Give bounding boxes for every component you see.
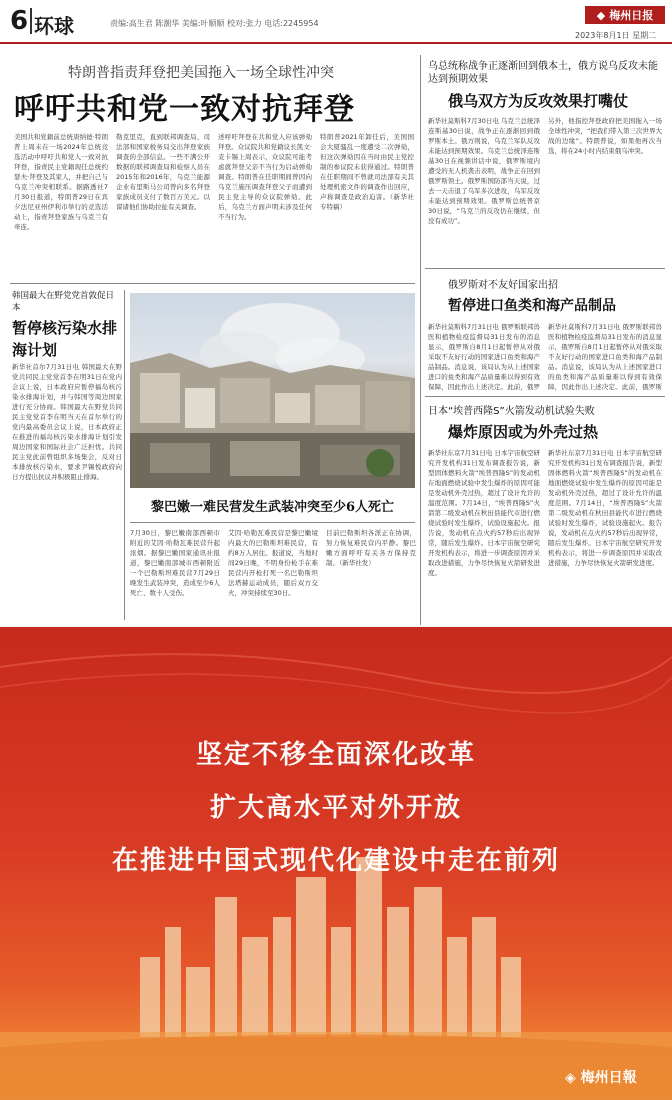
russia-ukraine-kicker: 乌总统称战争正逐渐回到俄本土，俄方说乌反攻未能达到预期效果 bbox=[428, 61, 658, 85]
japan-rocket-body-col2: 新华社东京7月31日电 日本宇宙航空研究开发机构31日发布调查报告说，新型固体燃料火箭“埃普西隆S”的发动机在地面燃烧试验中发生爆炸的原因可能是发动机外壳过热，超过了设计允许的温度范围。7月14日，“埃普西隆S”火箭第二级发动机在秋田县能代市进行燃烧试验时发生爆炸，试验设施起火。报告说，发动机在点火约57秒后出现异常，随后发生爆炸。日本宇宙航空研究开发机构表示，将进一步调查原因并采取改进措施，力争尽快恢复火箭研发进度。 bbox=[548, 449, 662, 567]
logo-text: 梅州日报 bbox=[609, 9, 654, 22]
photo-story-col2: 艾因·哈勒瓦难民营是黎巴嫩境内最大的巴勒斯坦难民营，有约8万人居住。报道说，当地时间29日晚，不明身份枪手在难民营内开枪打死一名巴勒斯坦法塔赫运动成员，随后双方交火，冲突持续至30日。 bbox=[228, 529, 318, 597]
japan-rocket-body-col1: 新华社东京7月31日电 日本宇宙航空研究开发机构31日发布调查报告说，新型固体燃料火箭“埃普西隆S”的发动机在地面燃烧试验中发生爆炸的原因可能是发动机外壳过热，超过了设计允许的温度范围。7月14日，“埃普西隆S”火箭第二级发动机在秋田县能代市进行燃烧试验时发生爆炸，试验设施起火。报告说，发动机在点火约57秒后出现异常，随后发生爆炸。日本宇宙航空研究开发机构表示，将进一步调查原因并采取改进措施，力争尽快恢复火箭研发进度。 bbox=[428, 449, 540, 577]
section-rule bbox=[425, 268, 665, 269]
column-rule bbox=[124, 290, 125, 620]
lead-body-col1: 美国共和党籍前总统唐纳德·特朗普上周末在一场2024年总统竞选活动中呼吁共和党人一致对抗拜登，指责民主党籍现任总统约瑟夫·拜登及其家人，并把自己与乌克兰冲突相联系。据路透社7月30日报道，特朗普29日在宾夕法尼亚州伊利市举行的竞选活动上，指责拜登家族与乌克兰有牵连。 bbox=[14, 133, 108, 231]
column-rule bbox=[420, 55, 421, 625]
photo-story-col1: 7月30日，黎巴嫩南部西顿市附近的艾因·哈勒瓦难民营升起浓烟。据黎巴嫩国家通讯社报道，黎巴嫩南部城市西顿附近一个巴勒斯坦难民营7月29日晚发生武装冲突，造成至少6人死亡、数十人受伤。 bbox=[130, 529, 220, 597]
korea-body: 新华社首尔7月31日电 韩国最大在野党共同民主党党首李在明31日在党内会议上说，日本政府应暂停福岛核污染水排海计划，并与韩国等周边国家进行充分协商。韩国最大在野党共同民主党党首李在明当天在首尔举行的党内最高委员会议上说，日本政府正在推进的福岛核污染水排海计划引发周边国家和国际社会广泛担忧。共同民主党此前曾组织多场集会，反对日本排放核污染水，要求尹锡悦政府向日方提出抗议并积极阻止排海。 bbox=[12, 363, 122, 481]
photo-story-col3: 目前巴勒斯坦各派正在协调，努力恢复难民营内平静。黎巴嫩方面呼吁有关各方保持克制。（新华社发） bbox=[326, 529, 416, 567]
russia-import-headline: 暂停进口鱼类和海产品制品 bbox=[448, 298, 616, 314]
russia-import-body-col1: 新华社莫斯科7月31日电 俄罗斯联邦兽医和植物检疫监督局31日发布的消息显示，俄罗斯自8月1日起暂停从对俄采取不友好行动的国家进口鱼类和海产品制品。消息说，该局认为从上述国家进口的鱼类和海产品质量难以得到有效保障，因此作出上述决定。此前，俄罗 bbox=[428, 323, 540, 391]
refugee-camp-photo bbox=[130, 293, 415, 488]
page-number: 6 bbox=[10, 6, 29, 36]
photo-illustration bbox=[130, 293, 415, 488]
lead-body-col3: 述呼吁拜登在共和党人应该弹劾拜登。众议院共和党籍议长凯文·麦卡锡上周表示，众议院可能考虑就拜登父亲不当行为启动弹劾调查。特朗普在任职期间曾因向乌克兰施压调查拜登父子而遭到民主党主导的众议院弹劾。此后，乌克兰方面声明未涉及任何不当行为。 bbox=[218, 133, 312, 221]
page-header bbox=[0, 0, 672, 44]
editor-credits: 责编:高生君 陈潮华 美编:叶顺顺 校对:张力 电话:2245954 bbox=[110, 19, 319, 28]
section-title: 环球 bbox=[34, 14, 74, 38]
masthead-logo bbox=[585, 6, 665, 24]
slogan-line-1: 坚定不移全面深化改革 bbox=[195, 740, 476, 770]
section-rule bbox=[10, 283, 415, 284]
lead-body-col2: 勒克里克，直到联邦调查局、司法部和国家税务局交出拜登家族调查的全部信息。一些不满公开数据的联邦调查局和检察人员在2015年和2016年，乌克兰能源企业布里斯马公司曾向多名拜登家族成员支付了数百万美元。以谋诸他们协助拉扯有关调查。 bbox=[116, 133, 210, 211]
lead-kicker: 特朗普指责拜登把美国拖入一场全球性冲突 bbox=[68, 65, 334, 81]
banner-logo-icon: ◈ bbox=[565, 1070, 576, 1086]
logo-mark-icon: ◆ bbox=[596, 8, 606, 22]
promo-banner bbox=[0, 627, 672, 1100]
banner-logo-text: 梅州日報 bbox=[580, 1070, 637, 1086]
russia-ukraine-body-col1: 新华社莫斯科7月30日电 乌克兰总统泽连斯基30日说，战争正在逐渐回到俄罗斯本土。俄方则说，乌克兰军队反攻未能达到预期效果。乌克兰总统泽连斯基30日在视频讲话中说，俄罗斯境内遭受的无人机袭击表明，战争正在回到俄罗斯领土。俄罗斯国防部当天说，过去一天击退了乌军多次进攻，乌军反攻未能达到预期效果。俄罗斯总统普京30日说，“乌克兰的反攻仍在继续，但没有成功”。 bbox=[428, 117, 540, 225]
slogan-line-3: 在推进中国式现代化建设中走在前列 bbox=[111, 846, 560, 876]
section-rule bbox=[425, 396, 665, 397]
lead-headline: 呼吁共和党一致对抗拜登 bbox=[14, 92, 355, 127]
japan-rocket-headline: 爆炸原因或为外壳过热 bbox=[448, 423, 599, 441]
korea-kicker: 韩国最大在野党党首敦促日本 bbox=[12, 291, 115, 313]
korea-headline: 暂停核污染水排海计划 bbox=[12, 319, 118, 359]
russia-ukraine-headline: 俄乌双方为反攻效果打嘴仗 bbox=[448, 92, 629, 110]
russia-import-body-col2: 新华社莫斯科7月31日电 俄罗斯联邦兽医和植物检疫监督局31日发布的消息显示，俄罗斯自8月1日起暂停从对俄采取不友好行动的国家进口鱼类和海产品制品。消息说，该局认为从上述国家进口的鱼类和海产品质量难以得到有效保障，因此作出上述决定。此前，俄罗斯 bbox=[548, 323, 662, 391]
issue-date: 2023年8月1日 星期二 bbox=[575, 31, 657, 40]
slogan-line-2: 扩大高水平对外开放 bbox=[209, 793, 462, 823]
russia-import-kicker: 俄罗斯对不友好国家出招 bbox=[448, 280, 558, 291]
russia-ukraine-body-col2: 另外，他指控拜登政府把美国拖入一场全球性冲突，“把我们带入第三次世界大战的边缘”。特朗普说，如果他再次当选，将在24小时内结束俄乌冲突。 bbox=[548, 117, 662, 155]
japan-rocket-kicker: 日本“埃普西隆S”火箭发动机试验失败 bbox=[428, 406, 595, 417]
photo-caption: 黎巴嫩一难民营发生武装冲突至少6人死亡 bbox=[130, 488, 415, 523]
lead-body-col4: 特朗普2021年卸任后，美国国会大厦骚乱一度遭受二次弹劾，但这次弹劾因在当时由民主党控制的参议院未获得通过。特朗普在任职期间不曾就司法部有关其处理机密文件的调查作出回应，声称调查是政治迫害。（新华社专特稿） bbox=[320, 133, 414, 211]
header-divider bbox=[30, 8, 32, 34]
banner-logo bbox=[565, 1067, 637, 1087]
